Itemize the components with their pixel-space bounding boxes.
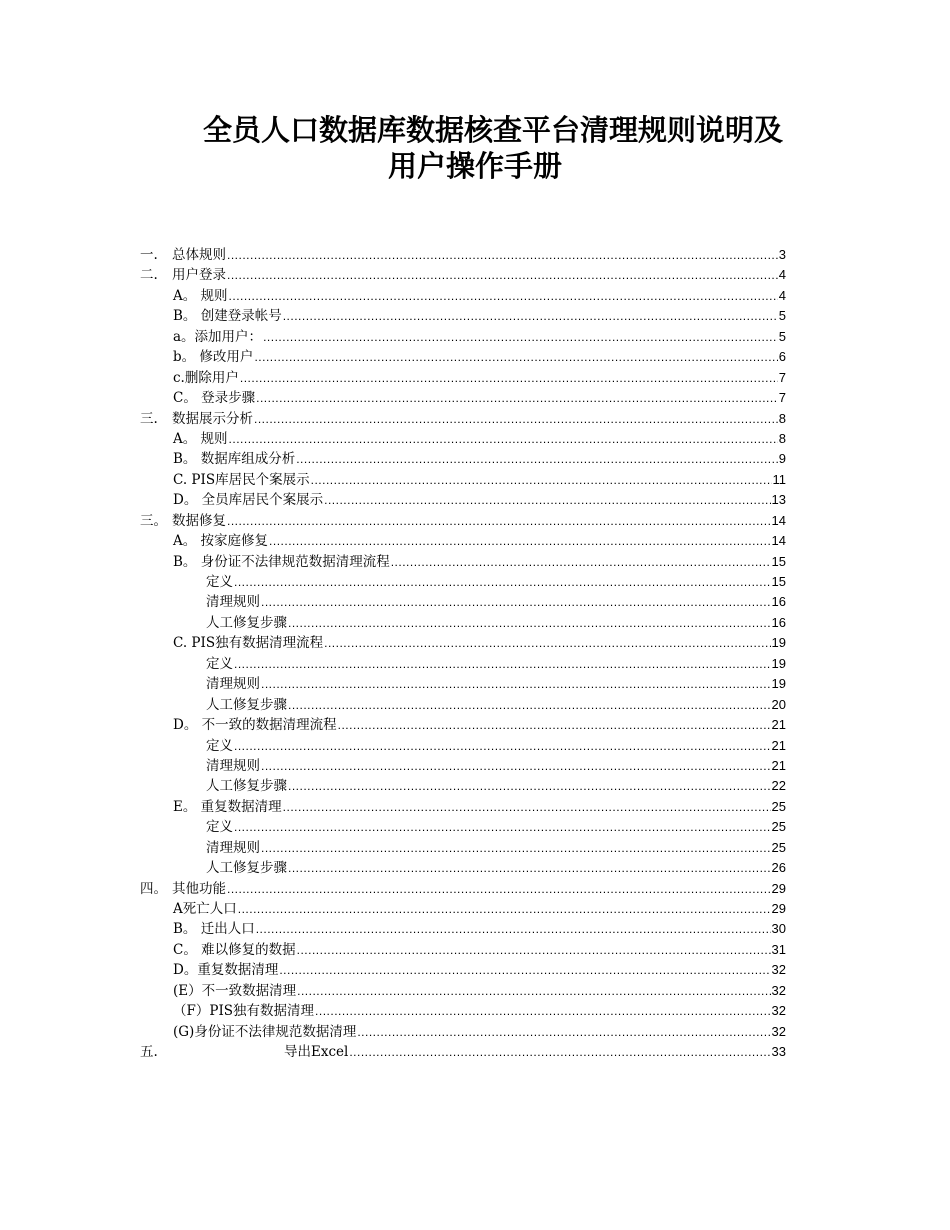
toc-entry[interactable] <box>140 306 786 326</box>
toc-entry-label: 其他功能 <box>172 880 226 897</box>
toc-entry-number: 一. <box>140 247 158 263</box>
toc-entry-number: 五. <box>140 1044 158 1061</box>
toc-entry-page-number: 21 <box>771 737 786 753</box>
toc-entry-page-number: 8 <box>778 430 786 446</box>
toc-entry[interactable] <box>140 797 786 817</box>
toc-leader-dots <box>229 429 778 449</box>
toc-leader-dots <box>391 552 771 572</box>
toc-entry-page-number: 25 <box>771 839 786 855</box>
toc-leader-dots <box>349 1042 770 1062</box>
toc-entry[interactable] <box>140 409 786 429</box>
toc-leader-dots <box>227 245 778 265</box>
toc-entry[interactable] <box>140 552 786 572</box>
document-title <box>0 112 950 184</box>
toc-entry[interactable] <box>140 817 786 837</box>
toc-entry[interactable] <box>140 858 786 878</box>
toc-leader-dots <box>227 265 778 285</box>
toc-entry-label: 导出Excel <box>284 1044 349 1061</box>
toc-entry-label: C。 登录步骤 <box>173 390 256 407</box>
toc-entry-label: B。 身份证不法律规范数据清理流程 <box>173 553 390 570</box>
toc-entry-label: 定义 <box>206 574 233 590</box>
toc-entry-number: 三. <box>140 410 158 427</box>
toc-leader-dots <box>297 940 771 960</box>
toc-entry-page-number: 6 <box>778 349 786 365</box>
toc-leader-dots <box>288 613 771 633</box>
toc-entry-page-number: 5 <box>778 308 786 324</box>
toc-entry-label: A死亡人口 <box>173 901 237 917</box>
toc-entry[interactable] <box>140 449 786 469</box>
toc-entry-label: (G)身份证不法律规范数据清理 <box>173 1023 357 1040</box>
toc-entry-label: B。 数据库组成分析 <box>173 451 296 468</box>
toc-entry[interactable] <box>140 899 786 919</box>
toc-leader-dots <box>283 306 778 326</box>
toc-leader-dots <box>279 960 770 980</box>
toc-leader-dots <box>261 674 771 694</box>
toc-entry-page-number: 15 <box>771 574 786 589</box>
toc-entry[interactable] <box>140 919 786 939</box>
toc-entry-number: 四。 <box>140 880 167 897</box>
toc-entry-page-number: 19 <box>771 676 786 692</box>
toc-leader-dots <box>234 736 771 756</box>
toc-entry-label: 人工修复步骤 <box>206 778 287 795</box>
toc-entry-page-number: 14 <box>771 533 786 549</box>
toc-leader-dots <box>261 838 771 858</box>
toc-entry-label: C. PIS独有数据清理流程 <box>173 635 324 652</box>
toc-entry[interactable] <box>140 838 786 858</box>
toc-leader-dots <box>261 756 771 776</box>
toc-entry-label: D。 全员库居民个案展示 <box>173 492 324 509</box>
toc-entry-label: A。 规则 <box>173 287 228 304</box>
toc-entry[interactable] <box>140 327 786 347</box>
toc-leader-dots <box>238 899 771 919</box>
toc-entry-page-number: 7 <box>778 390 786 406</box>
toc-entry-label: B。 创建登录帐号 <box>173 308 282 325</box>
toc-leader-dots <box>288 776 771 796</box>
toc-entry-page-number: 32 <box>771 1003 786 1019</box>
toc-entry-label: 清理规则 <box>206 676 260 693</box>
toc-entry-page-number: 20 <box>771 696 786 712</box>
toc-entry-label: B。 迁出人口 <box>173 921 255 938</box>
toc-entry-label: 清理规则 <box>206 839 260 856</box>
toc-entry-label: A。 规则 <box>173 430 228 447</box>
toc-entry-label: 人工修复步骤 <box>206 614 287 631</box>
toc-entry-label: D。 不一致的数据清理流程 <box>173 717 337 734</box>
toc-leader-dots <box>288 695 771 715</box>
toc-entry-page-number: 4 <box>778 287 786 303</box>
toc-entry-label: A。 按家庭修复 <box>173 533 269 550</box>
toc-leader-dots <box>256 388 778 408</box>
toc-leader-dots <box>254 409 778 429</box>
toc-entry[interactable] <box>140 654 786 674</box>
toc-entry-page-number: 31 <box>771 941 786 957</box>
toc-leader-dots <box>227 879 771 899</box>
toc-entry[interactable] <box>140 592 786 612</box>
toc-leader-dots <box>324 633 770 653</box>
toc-entry[interactable] <box>140 879 786 899</box>
toc-entry-label: 数据修复 <box>172 512 226 529</box>
toc-leader-dots <box>240 368 778 388</box>
toc-entry-page-number: 25 <box>771 798 786 814</box>
toc-entry-page-number: 8 <box>778 410 786 426</box>
toc-entry-page-number: 32 <box>771 982 786 998</box>
toc-entry-page-number: 14 <box>771 512 786 528</box>
toc-leader-dots <box>234 572 771 592</box>
toc-entry-label: (E）不一致数据清理 <box>173 982 297 999</box>
toc-entry-page-number: 19 <box>771 655 786 671</box>
toc-leader-dots <box>256 919 771 939</box>
toc-leader-dots <box>229 286 778 306</box>
toc-entry-label: 人工修复步骤 <box>206 696 287 713</box>
toc-entry-page-number: 30 <box>771 921 786 937</box>
toc-entry-page-number: 21 <box>771 757 786 773</box>
toc-entry[interactable] <box>140 470 786 490</box>
toc-leader-dots <box>296 449 778 469</box>
toc-entry-page-number: 29 <box>771 901 786 916</box>
toc-entry[interactable] <box>140 490 786 510</box>
toc-entry[interactable] <box>140 695 786 715</box>
toc-entry[interactable] <box>140 1001 786 1021</box>
toc-entry[interactable] <box>140 756 786 776</box>
toc-entry[interactable] <box>140 245 786 265</box>
toc-entry-label: 定义 <box>206 819 233 836</box>
toc-entry-page-number: 29 <box>771 880 786 896</box>
toc-entry[interactable] <box>140 674 786 694</box>
toc-entry-page-number: 5 <box>778 328 786 344</box>
toc-entry[interactable] <box>140 981 786 1001</box>
toc-entry-label: 定义 <box>206 737 233 754</box>
toc-entry-label: C。 难以修复的数据 <box>173 941 296 958</box>
toc-leader-dots <box>234 817 771 837</box>
toc-entry[interactable] <box>140 715 786 735</box>
toc-entry-page-number: 19 <box>771 635 786 651</box>
toc-entry-page-number: 32 <box>771 1023 786 1039</box>
toc-entry-page-number: 21 <box>771 717 786 733</box>
toc-leader-dots <box>254 347 777 367</box>
toc-entry-label: c.删除用户 <box>173 369 239 386</box>
toc-entry[interactable] <box>140 347 786 367</box>
toc-entry-page-number: 11 <box>772 471 786 487</box>
toc-leader-dots <box>324 490 770 510</box>
toc-entry-page-number: 15 <box>771 553 786 569</box>
toc-entry[interactable] <box>140 960 786 980</box>
toc-entry[interactable] <box>140 286 786 306</box>
toc-leader-dots <box>357 1022 770 1042</box>
toc-entry-number: 二. <box>140 267 158 284</box>
toc-entry-label: （F）PIS独有数据清理 <box>173 1003 315 1020</box>
toc-entry[interactable] <box>140 368 786 388</box>
toc-leader-dots <box>288 858 771 878</box>
toc-entry[interactable] <box>140 429 786 449</box>
toc-entry-page-number: 4 <box>778 267 786 283</box>
toc-entry-label: 总体规则 <box>172 247 226 263</box>
toc-entry-label: a。添加用户： <box>173 328 263 345</box>
toc-entry-label: 定义 <box>206 655 233 672</box>
toc-leader-dots <box>227 511 771 531</box>
toc-entry[interactable] <box>140 388 786 408</box>
toc-entry[interactable] <box>140 940 786 960</box>
toc-leader-dots <box>263 327 778 347</box>
toc-entry[interactable] <box>140 736 786 756</box>
table-of-contents <box>140 245 786 1063</box>
toc-entry-page-number: 7 <box>778 369 786 385</box>
toc-entry-label: 人工修复步骤 <box>206 860 287 877</box>
toc-entry[interactable] <box>140 265 786 285</box>
toc-entry-page-number: 16 <box>771 594 786 610</box>
toc-entry[interactable] <box>140 1042 786 1062</box>
toc-entry-label: 清理规则 <box>206 594 260 611</box>
toc-leader-dots <box>234 654 771 674</box>
toc-entry-number: 三。 <box>140 512 167 529</box>
title-line-2: 用户操作手册 <box>387 149 562 183</box>
toc-entry-page-number: 26 <box>771 860 786 876</box>
toc-leader-dots <box>297 981 770 1001</box>
toc-entry-page-number: 32 <box>771 962 786 978</box>
toc-entry-label: D。重复数据清理 <box>173 962 279 979</box>
toc-entry-page-number: 25 <box>771 819 786 835</box>
toc-entry[interactable] <box>140 633 786 653</box>
toc-entry-label: E。 重复数据清理 <box>173 798 282 815</box>
title-line-1: 全员人口数据库数据核查平台清理规则说明及 <box>202 113 783 147</box>
toc-entry-page-number: 13 <box>771 492 786 508</box>
toc-entry-page-number: 22 <box>771 778 786 794</box>
toc-leader-dots <box>315 1001 771 1021</box>
toc-entry[interactable] <box>140 531 786 551</box>
toc-entry-label: b。 修改用户 <box>173 349 254 366</box>
toc-leader-dots <box>269 531 770 551</box>
toc-entry-label: 清理规则 <box>206 757 260 774</box>
toc-entry[interactable] <box>140 511 786 531</box>
toc-entry-label: 用户登录 <box>172 267 226 284</box>
toc-entry-label: 数据展示分析 <box>172 410 253 427</box>
toc-entry-page-number: 9 <box>778 451 786 467</box>
toc-entry-page-number: 33 <box>771 1044 786 1060</box>
toc-entry[interactable] <box>140 1022 786 1042</box>
toc-leader-dots <box>283 797 771 817</box>
toc-entry[interactable] <box>140 613 786 633</box>
toc-entry[interactable] <box>140 572 786 592</box>
toc-entry-page-number: 3 <box>778 247 786 262</box>
toc-leader-dots <box>261 592 771 612</box>
toc-entry-label: C. PIS库居民个案展示 <box>173 471 310 488</box>
toc-leader-dots <box>311 470 772 490</box>
toc-entry[interactable] <box>140 776 786 796</box>
toc-entry-page-number: 16 <box>771 614 786 630</box>
toc-leader-dots <box>338 715 771 735</box>
